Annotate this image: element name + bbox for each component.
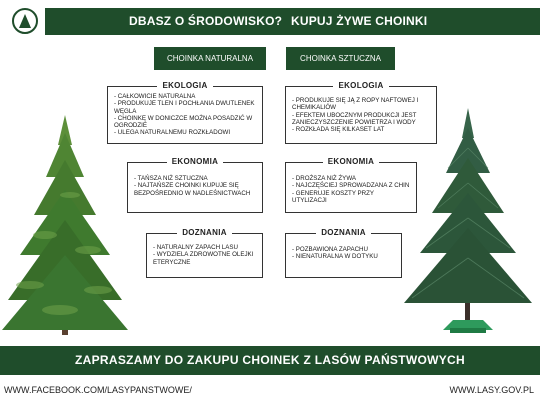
list-item: - PRODUKUJE TLEN I POCHŁANIA DWUTLENEK WĘGLA <box>114 100 256 115</box>
list-item: - NAJTAŃSZE CHOINKI KUPUJE SIĘ BEZPOŚREDNIO W NADLEŚNICTWACH <box>134 182 256 197</box>
list-item: - WYDZIELA ZDROWOTNE OLEJKI ETERYCZNE <box>153 251 256 266</box>
natural-doznania-heading: DOZNANIA <box>177 228 232 237</box>
list-item: - POZBAWIONA ZAPACHU <box>292 246 395 253</box>
lasy-panstwowe-logo-icon <box>12 8 38 34</box>
column-natural-label: CHOINKA NATURALNA <box>154 47 266 70</box>
list-item: - PRODUKUJE SIĘ JĄ Z ROPY NAFTOWEJ I CHEMIKALIÓW <box>292 97 430 112</box>
natural-doznania-box <box>146 228 263 278</box>
facebook-link[interactable]: WWW.FACEBOOK.COM/LASYPANSTWOWE/ <box>4 385 192 395</box>
artificial-tree-icon <box>398 108 540 340</box>
artificial-doznania-list <box>292 246 395 261</box>
list-item: - ULEGA NATURALNEMU ROZKŁADOWI <box>114 129 256 136</box>
list-item: - DROŻSZA NIŻ ŻYWA <box>292 175 410 182</box>
artificial-ekologia-heading: EKOLOGIA <box>333 81 388 90</box>
natural-ekonomia-heading: EKONOMIA <box>167 157 223 166</box>
column-artificial-label: CHOINKA SZTUCZNA <box>286 47 395 70</box>
natural-tree-icon <box>0 115 130 340</box>
artificial-ekonomia-list <box>292 175 410 204</box>
list-item: - TAŃSZA NIŻ SZTUCZNA <box>134 175 256 182</box>
natural-ekonomia-list <box>134 175 256 197</box>
natural-ekologia-heading: EKOLOGIA <box>157 81 212 90</box>
list-item: - EFEKTEM UBOCZNYM PRODUKCJI JEST ZANIECZYSZCZENIE POWIETRZA I WODY <box>292 112 430 127</box>
list-item: - NAJCZĘŚCIEJ SPROWADZANA Z CHIN <box>292 182 410 189</box>
header-title-left: DBASZ O ŚRODOWISKO? <box>129 14 283 28</box>
website-link[interactable]: WWW.LASY.GOV.PL <box>449 385 534 395</box>
natural-ekonomia-box <box>127 157 263 213</box>
list-item: - NIENATURALNA W DOTYKU <box>292 253 395 260</box>
artificial-ekonomia-heading: EKONOMIA <box>323 157 379 166</box>
list-item: - CAŁKOWICIE NATURALNA <box>114 93 256 100</box>
header-title-right: KUPUJ ŻYWE CHOINKI <box>291 14 428 28</box>
natural-ekologia-box <box>107 81 263 144</box>
natural-ekologia-list <box>114 93 256 137</box>
list-item: - GENERUJE KOSZTY PRZY UTYLIZACJI <box>292 190 410 205</box>
artificial-doznania-box <box>285 228 402 278</box>
list-item: - ROZKŁADA SIĘ KILKASET LAT <box>292 126 430 133</box>
natural-doznania-list <box>153 244 256 266</box>
artificial-doznania-heading: DOZNANIA <box>316 228 371 237</box>
list-item: - NATURALNY ZAPACH LASU <box>153 244 256 251</box>
header-bar <box>45 8 540 35</box>
list-item: - CHOINKĘ W DONICZCE MOŻNA POSADZIĆ W OGRODZIE <box>114 115 256 130</box>
bottom-banner: ZAPRASZAMY DO ZAKUPU CHOINEK Z LASÓW PAŃSTWOWYCH <box>0 346 540 375</box>
